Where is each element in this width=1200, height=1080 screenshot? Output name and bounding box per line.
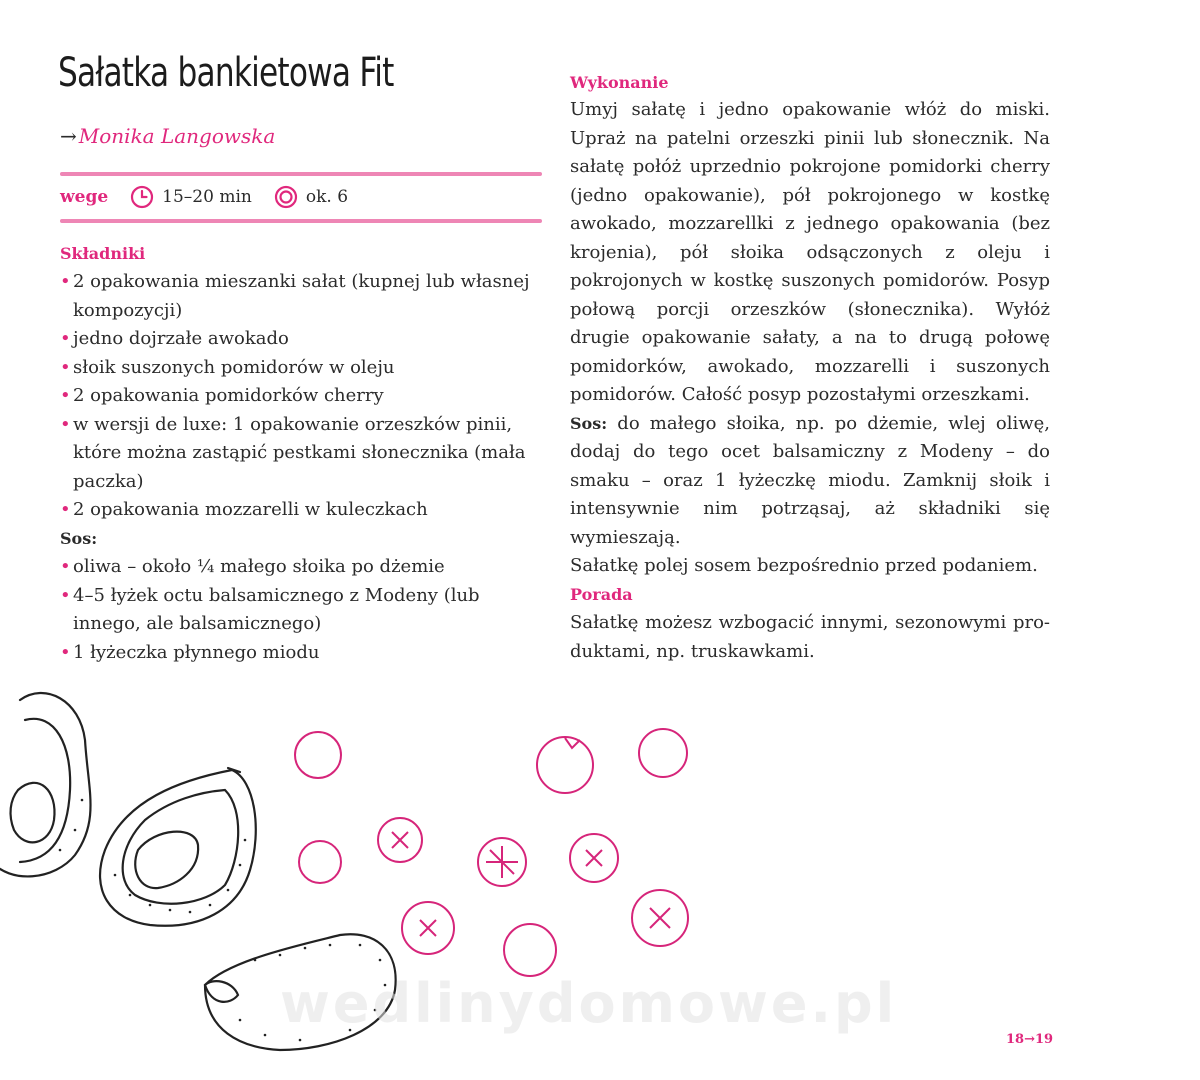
author-name: Monika Langowska: [78, 124, 276, 148]
method-sauce: [570, 410, 1050, 553]
servings: ok. 6: [305, 187, 349, 207]
servings-icon: [274, 185, 298, 209]
ingredient-item: • w wersji de luxe: 1 opakowanie orzeszków pinii,: [60, 413, 513, 435]
ingredient-item-cont: które można zastąpić pestkami słonecznika (mała: [73, 442, 526, 463]
ingredient-item: • jedno dojrzałe awokado: [60, 328, 289, 349]
arrow-icon: →: [60, 124, 77, 148]
author-line: [60, 124, 275, 148]
ingredient-item: • 2 opakowania mieszanki sałat (kupnej lub własnej: [60, 271, 530, 292]
tomato-seeds: [420, 920, 436, 936]
method-text: Umyj sałatę i jedno opakowanie włóż do miski. Upraż na patelni orzeszki pinii lub słonecznik. Na sałatę połóż uprzednio pokrojone pomidorki cherry (jedno opakowanie), pół pokrojonego w kostkę awokado, mozzarellki z jednego opakowania (bez krojenia), pół słoika odsączonych z oleju i pokrojonych w kostkę suszonych pomidorów. Posyp połową porcji orzeszków (słonecznika). Wyłóż drugie opakowanie sałaty, a na to drugą połowę pomidorków, awokado, mozzarelli i suszonych pomidorów. Całość posyp pozostałymi orzeszkami.: [570, 99, 1050, 405]
tomato-seeds: [392, 832, 408, 848]
top-divider: [60, 172, 542, 176]
sauce-item: • oliwa – około ¼ małego słoika po dżemie: [60, 556, 445, 577]
tip-body: [570, 609, 1050, 666]
avocado-half-icon: [0, 693, 91, 876]
ingredient-item-cont: paczka): [73, 470, 144, 492]
sauce-heading: Sos:: [60, 528, 98, 548]
diet-tag: wege: [60, 187, 109, 207]
mozzarella-ball-icon: [299, 841, 341, 883]
cherry-tomato-icon: [537, 737, 593, 793]
mozzarella-ball-icon: [295, 732, 341, 778]
ingredient-item-cont: kompozycji): [73, 299, 183, 321]
sauce-item-cont: innego, ale balsamicznego): [73, 613, 322, 634]
avocado-half-icon: [100, 768, 256, 926]
page-numbers: 18→19: [1006, 1032, 1054, 1047]
tomato-seeds: [650, 908, 670, 928]
watermark: wedlinydomowe.pl: [280, 972, 898, 1035]
method-sauce-text: do małego słoika, np. po dżemie, wlej oliwę, dodaj do tego ocet balsamiczny z Modeny – do smaku – oraz 1 łyżeczkę miodu. Zamknij słoik i intensywnie nim potrząsaj, aż składniki się wymieszają.: [570, 412, 1050, 548]
recipe-title: Sałatka bankietowa Fit: [58, 50, 394, 96]
mozzarella-ball-icon: [504, 924, 556, 976]
ingredients-list: [60, 268, 545, 667]
tomato-seeds: [486, 846, 518, 878]
sauce-item: • 1 łyżeczka płynnego miodu: [60, 641, 320, 663]
clock-icon: [130, 185, 154, 209]
sauce-item: • 4–5 łyżek octu balsamicznego z Modeny (lub: [60, 584, 480, 606]
ingredient-item: • 2 opakowania pomidorków cherry: [60, 385, 384, 406]
tomatoes-and-mozzarella: [295, 729, 688, 976]
ingredient-item: • słoik suszonych pomidorów w oleju: [60, 356, 395, 378]
method-final: Sałatkę polej sosem bezpośrednio przed podaniem.: [570, 555, 1038, 576]
method-sauce-label: Sos:: [570, 413, 608, 433]
recipe-meta: [60, 182, 348, 212]
prep-time: 15–20 min: [162, 187, 252, 207]
ingredients-heading: Składniki: [60, 244, 146, 263]
bottom-divider: [60, 219, 542, 223]
tip-text: Sałatkę możesz wzbogacić innymi, sezonowymi pro- duktami, np. truskawkami.: [570, 612, 1050, 662]
tomato-seeds: [586, 850, 602, 866]
method-heading: Wykonanie: [570, 73, 669, 92]
mozzarella-ball-icon: [639, 729, 687, 777]
ingredient-item: • 2 opakowania mozzarelli w kuleczkach: [60, 499, 428, 520]
tip-heading: Porada: [570, 585, 633, 604]
method-body: [570, 96, 1050, 581]
